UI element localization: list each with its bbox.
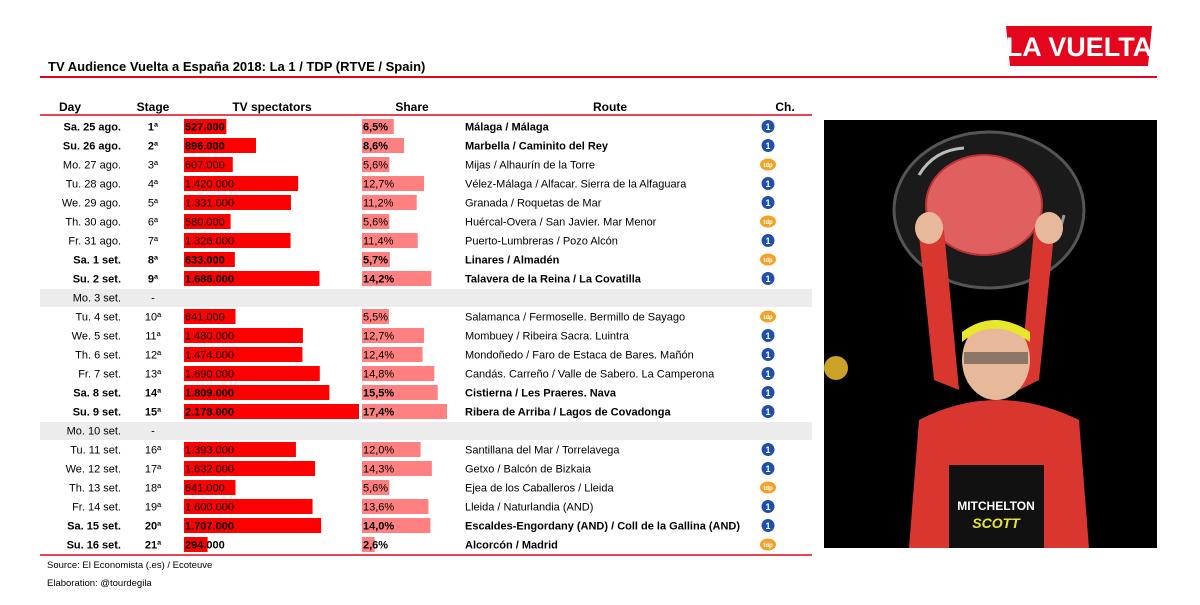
spectators-label: 896.000 <box>185 140 225 153</box>
tdp-channel-icon-label: tdp <box>763 486 773 492</box>
row-stage: 15ª <box>144 406 162 419</box>
spectators-label: 527.000 <box>185 121 225 134</box>
row-day: We. 12 set. <box>65 463 121 476</box>
row-day: Sa. 25 ago. <box>63 121 121 134</box>
row-stage: 12ª <box>144 349 162 362</box>
row-stage: 19ª <box>144 501 162 514</box>
la1-channel-icon-label: 1 <box>765 464 771 474</box>
tdp-channel-icon-label: tdp <box>763 220 773 226</box>
row-route: Málaga / Málaga <box>465 121 549 134</box>
spectators-label: 1.632.000 <box>185 463 234 476</box>
row-stage: 3ª <box>147 159 159 172</box>
row-route: Marbella / Caminito del Rey <box>465 140 609 153</box>
row-route: Mijas / Alhaurín de la Torre <box>465 159 596 172</box>
la1-channel-icon-label: 1 <box>765 179 771 189</box>
row-day: Mo. 27 ago. <box>62 159 121 172</box>
row-day: We. 5 set. <box>71 330 121 343</box>
la1-channel-icon-label: 1 <box>765 369 771 379</box>
column-header: Stage <box>136 100 170 114</box>
row-route: Granada / Roquetas de Mar <box>465 197 602 210</box>
row-stage: 14ª <box>144 387 162 400</box>
row-route: Huércal-Overa / San Javier. Mar Menor <box>465 216 657 229</box>
column-header: TV spectators <box>232 100 312 114</box>
row-day: Tu. 28 ago. <box>65 178 121 191</box>
row-route: Cistierna / Les Praeres. Nava <box>465 387 617 400</box>
la1-channel-icon-label: 1 <box>765 407 771 417</box>
row-stage: - <box>151 425 155 438</box>
tdp-channel-icon-label: tdp <box>763 163 773 169</box>
row-day: We. 29 ago. <box>61 197 121 210</box>
row-route: Vélez-Málaga / Alfacar. Sierra de la Alfaguara <box>465 178 687 191</box>
la1-channel-icon-label: 1 <box>765 198 771 208</box>
la1-channel-icon-label: 1 <box>765 236 771 246</box>
row-stage: 10ª <box>144 311 162 324</box>
row-stage: 18ª <box>144 482 162 495</box>
share-label: 14,8% <box>363 368 395 381</box>
page-title: TV Audience Vuelta a España 2018: La 1 / TDP (RTVE / Spain) <box>48 59 426 74</box>
spectators-label: 607.000 <box>185 159 225 172</box>
row-stage: 20ª <box>144 520 162 533</box>
row-stage: 6ª <box>147 216 159 229</box>
row-route: Mombuey / Ribeira Sacra. Luintra <box>465 330 629 343</box>
spectators-label: 1.690.000 <box>185 368 234 381</box>
row-route: Alcorcón / Madrid <box>465 539 558 552</box>
row-day: Tu. 4 set. <box>75 311 121 324</box>
share-label: 2,6% <box>363 539 389 552</box>
la1-channel-icon-label: 1 <box>765 445 771 455</box>
spectators-label: 1.331.000 <box>185 197 234 210</box>
row-day: Tu. 11 set. <box>70 444 121 457</box>
logo-text: LA VUELTA <box>1006 32 1152 62</box>
row-stage: 5ª <box>147 197 159 210</box>
share-label: 12,7% <box>363 330 395 343</box>
spectators-label: 580.000 <box>185 216 225 229</box>
winner-photo <box>824 120 1157 548</box>
spectators-label: 641.000 <box>185 482 225 495</box>
share-label: 11,2% <box>363 197 394 210</box>
row-day: Th. 30 ago. <box>65 216 121 229</box>
jersey-text-2: SCOTT <box>972 515 1020 531</box>
row-day: Fr. 7 set. <box>78 368 121 381</box>
row-day: Su. 26 ago. <box>62 140 121 153</box>
tdp-channel-icon-label: tdp <box>763 543 773 549</box>
row-stage: 16ª <box>144 444 162 457</box>
row-stage: 1ª <box>147 121 159 134</box>
share-label: 12,7% <box>363 178 395 191</box>
share-label: 14,2% <box>363 273 395 286</box>
spectators-label: 1.809.000 <box>185 387 234 400</box>
la1-channel-icon-label: 1 <box>765 502 771 512</box>
row-stage: - <box>151 292 155 305</box>
share-label: 5,6% <box>363 159 389 172</box>
la1-channel-icon-label: 1 <box>765 521 771 531</box>
row-stage: 7ª <box>147 235 159 248</box>
row-route: Escaldes-Engordany (AND) / Coll de la Gallina (AND) <box>465 520 741 533</box>
spectators-label: 1.326.000 <box>185 235 234 248</box>
tdp-channel-icon-label: tdp <box>763 258 773 264</box>
spectators-label: 1.600.000 <box>185 501 234 514</box>
row-day: Th. 6 set. <box>75 349 121 362</box>
la1-channel-icon-label: 1 <box>765 122 771 132</box>
rest-day-row <box>40 422 812 440</box>
la1-channel-icon-label: 1 <box>765 388 771 398</box>
row-day: Th. 13 set. <box>69 482 121 495</box>
share-label: 14,0% <box>363 520 395 533</box>
row-day: Su. 16 set. <box>66 539 121 552</box>
share-label: 12,0% <box>363 444 395 457</box>
spectators-label: 633.000 <box>185 254 225 267</box>
share-label: 13,6% <box>363 501 395 514</box>
row-day: Fr. 14 set. <box>72 501 121 514</box>
column-header: Day <box>58 100 82 114</box>
row-route: Puerto-Lumbreras / Pozo Alcón <box>465 235 618 248</box>
share-label: 15,5% <box>363 387 395 400</box>
spectators-label: 2.178.000 <box>185 406 234 419</box>
row-route: Ejea de los Caballeros / Lleida <box>465 482 614 495</box>
spectators-label: 1.393.000 <box>185 444 234 457</box>
column-header: Route <box>593 100 627 114</box>
trophy-rider-photo-icon <box>824 120 1157 548</box>
row-day: Mo. 10 set. <box>66 425 121 438</box>
la1-channel-icon-label: 1 <box>765 274 771 284</box>
row-stage: 9ª <box>147 273 159 286</box>
spectators-label: 294.000 <box>185 539 225 552</box>
row-route: Santillana del Mar / Torrelavega <box>465 444 620 457</box>
column-header: Share <box>395 100 429 114</box>
row-route: Linares / Almadén <box>465 254 560 267</box>
share-label: 17,4% <box>363 406 395 419</box>
share-label: 5,6% <box>363 216 389 229</box>
row-day: Sa. 8 set. <box>73 387 121 400</box>
spectators-label: 1.707.000 <box>185 520 234 533</box>
spectators-label: 1.686.000 <box>185 273 234 286</box>
share-label: 8,6% <box>363 140 389 153</box>
row-route: Talavera de la Reina / La Covatilla <box>465 273 641 286</box>
row-day: Sa. 15 set. <box>67 520 121 533</box>
source-note: Source: El Economista (.es) / Ecoteuve <box>47 560 213 571</box>
row-day: Fr. 31 ago. <box>68 235 121 248</box>
row-stage: 8ª <box>147 254 159 267</box>
la1-channel-icon-label: 1 <box>765 331 771 341</box>
row-stage: 11ª <box>145 330 161 343</box>
row-day: Mo. 3 set. <box>72 292 121 305</box>
rest-day-row <box>40 289 812 307</box>
spectators-label: 1.474.000 <box>185 349 234 362</box>
row-stage: 13ª <box>144 368 162 381</box>
row-route: Salamanca / Fermoselle. Bermillo de Sayago <box>465 311 686 324</box>
row-route: Ribera de Arriba / Lagos de Covadonga <box>465 406 671 419</box>
share-label: 6,5% <box>363 121 389 134</box>
spectators-label: 641.000 <box>185 311 225 324</box>
row-route: Candás. Carreño / Valle de Sabero. La Camperona <box>465 368 715 381</box>
row-day: Sa. 1 set. <box>73 254 121 267</box>
column-header: Ch. <box>775 100 795 114</box>
share-label: 12,4% <box>363 349 395 362</box>
row-stage: 4ª <box>147 178 159 191</box>
row-day: Su. 2 set. <box>72 273 121 286</box>
la1-channel-icon-label: 1 <box>765 141 771 151</box>
row-stage: 2ª <box>147 140 159 153</box>
share-label: 5,6% <box>363 482 389 495</box>
spectators-label: 1.480.000 <box>185 330 234 343</box>
row-route: Lleida / Naturlandia (AND) <box>465 501 594 514</box>
spectators-label: 1.420.000 <box>185 178 234 191</box>
jersey-text-1: MITCHELTON <box>957 499 1035 513</box>
share-label: 11,4% <box>363 235 394 248</box>
row-route: Getxo / Balcón de Bizkaia <box>465 463 591 476</box>
share-label: 14,3% <box>363 463 395 476</box>
row-stage: 17ª <box>144 463 162 476</box>
row-stage: 21ª <box>144 539 162 552</box>
row-route: Mondoñedo / Faro de Estaca de Bares. Mañón <box>465 349 694 362</box>
share-label: 5,7% <box>363 254 389 267</box>
share-label: 5,5% <box>363 311 389 324</box>
row-day: Su. 9 set. <box>72 406 121 419</box>
la1-channel-icon-label: 1 <box>765 350 771 360</box>
elaboration-note: Elaboration: @tourdegila <box>47 578 152 589</box>
tdp-channel-icon-label: tdp <box>763 315 773 321</box>
